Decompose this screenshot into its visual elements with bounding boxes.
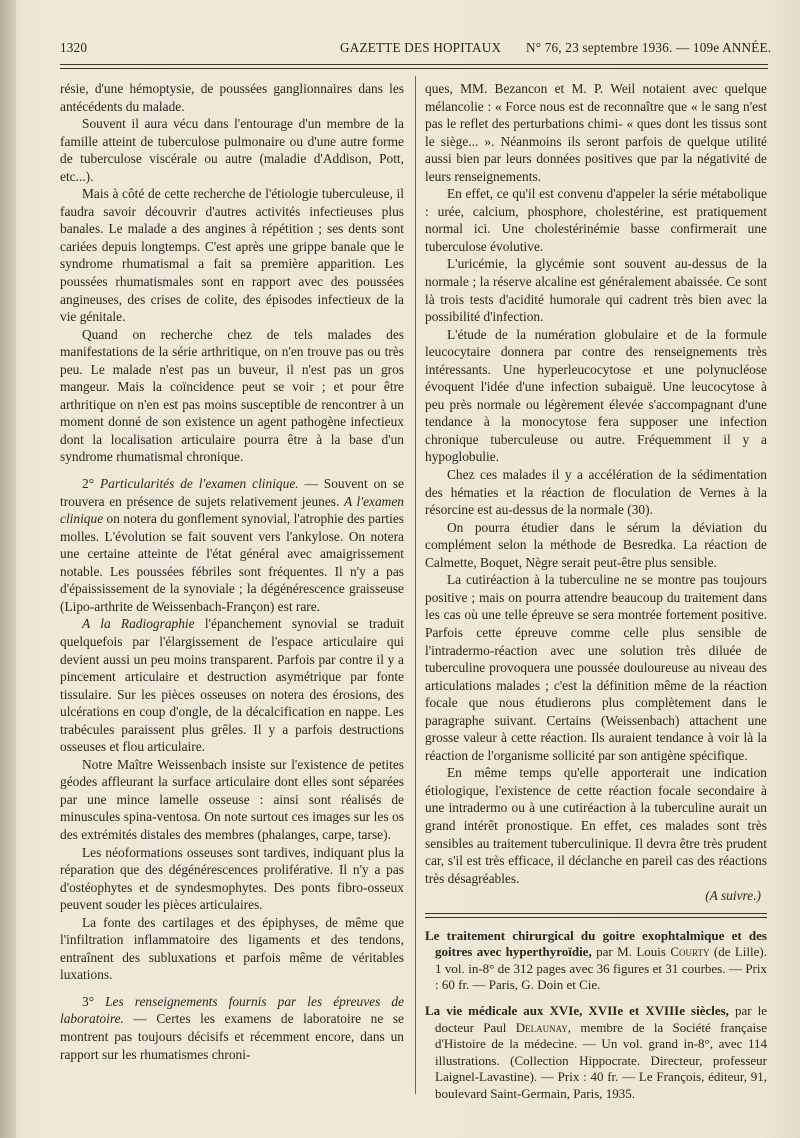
paragraph: En même temps qu'elle apporterait une indication étiologique, l'existence de cette réaction focale secondaire à une intradermo ou à une cutiréaction à la tuberculine aurait un grand intérêt pronostique. En effet, ces malades sont très sensibles au traitement tuberculinique. Il devra être très prudent car, s'il est très efficace, il déclanche en pareil cas des réactions très désagréables. xyxy=(425,765,767,886)
journal-title: GAZETTE DES HOPITAUX xyxy=(340,40,502,55)
bibliography-entry xyxy=(425,928,767,994)
section-text: on notera du gonflement synovial, l'atrophie des parties molles. L'évolution se fait souvent vers l'ankylose. On notera une certaine atteinte de l'état général avec amaigrissement notable. Les poussées fébriles sont fréquentes. Il n'y a pas d'épaississement de la synoviale ; la dégénérescence graisseuse (Lipo-arthrite de Weissenbach-Françon) est rare. xyxy=(60,511,404,614)
section-text: — Certes les examens de laboratoire ne se montrent pas toujours décisifs et récemment encore, dans un rapport sur les rhumatismes chroni- xyxy=(60,1011,404,1062)
to-be-continued-text: (A suivre.) xyxy=(705,888,761,904)
section-text: — Souvent on se trouvera en présence de sujets relativement jeunes. xyxy=(60,476,404,509)
paragraph: En effet, ce qu'il est convenu d'appeler la série métabolique : urée, calcium, phosphore, cholestérine, est pratiquement normal ici. Une cholestérinémie basse confirmerait une tuberculose évolutive. xyxy=(425,186,767,254)
paragraph: Chez ces malades il y a accélération de la sédimentation des hématies et la réaction de floculation de Vernes à la résorcine est au-dessus de la normale (30). xyxy=(425,467,767,518)
column-separator xyxy=(415,76,416,1094)
section-number: 3° xyxy=(82,993,106,1009)
paragraph: résie, d'une hémoptysie, de poussées ganglionnaires dans les antécédents du malade. xyxy=(60,81,404,114)
page-number: 1320 xyxy=(60,40,88,55)
paragraph: Les néoformations osseuses sont tardives, indiquant plus la réparation que des dégénérescences proliférative. Il n'y a pas d'ostéophytes et de syndesmophytes. Des ponts fibro-osseux peuvent souder les pièces articulaires. xyxy=(60,844,404,913)
book-title: Le traitement chirurgical du goitre exophtalmique et des goitres avec hyperthyroïdie, xyxy=(425,927,767,960)
book-author: Delaunay xyxy=(515,1019,568,1035)
paragraph: La cutiréaction à la tuberculine ne se montre pas toujours positive ; mais on pourra attendre beaucoup du traitement dans les cas où une telle épreuve se sera montrée fortement positive. Parfois cette épreuve comme celle plus sensible de l'intradermo-réaction avec une solution très diluée de tuberculine provoquera une poussée douloureuse au niveau des articulations malades ; c'est la définition même de la réaction focale que nous étudierons plus complètement dans le paragraphe suivant. Certains (Weissenbach) attachent une grosse valeur à cette réaction. Ils auraient tendance à voir là la réaction de l'organisme sollicité par son antigène spécifique. xyxy=(425,572,767,763)
paragraph: Mais à côté de cette recherche de l'étiologie tuberculeuse, il faudra savoir découvrir d'autres activités infectieuses plus banales. Le malade a des angines à répétition ; ses dents sont cariées depuis longtemps. C'est après une grippe banale que le syndrome rhumatismal a fait sa première apparition. Les poussées rhumatismales sont en rapport avec des poussées angineuses, des crises de colite, des épisodes infectieux de la vie génitale. xyxy=(60,186,404,325)
entry-text: par M. Louis xyxy=(591,944,671,960)
radiography-label: A la Radiographie xyxy=(82,616,195,632)
left-column xyxy=(60,80,404,1063)
binding-edge xyxy=(0,0,16,1138)
paragraph: ques, MM. Bezancon et M. P. Weil notaient avec quelque mélancolie : « Force nous est de reconnaître que « le sang n'est pas le reflet des perturbations chimi- « ques dont les tissus sont le siège... ». Néanmoins ils seront parfois de quelque utilité aussi bien par leurs données positives que par la négativité de leurs renseignements. xyxy=(425,81,767,184)
section-number: 2° xyxy=(82,476,100,492)
entry-text: (de Lille). 1 vol. in-8° de 312 pages avec 36 figures et 31 courbes. — Prix : 60 fr. — Paris, G. Doin et Cie. xyxy=(435,944,767,993)
entry-text: , membre de la Société française d'Histoire de la médecine. — Un vol. grand in-8°, avec 114 illustrations. (Collection Hippocrate. Directeur, professeur Laignel-Lavastine). — Prix : 40 fr. — Le François, éditeur, 91, boulevard Saint-Germain, Paris, 1935. xyxy=(435,1019,768,1102)
section-italic: A l'examen clinique xyxy=(60,493,404,527)
entry-text: par le docteur Paul xyxy=(435,1003,767,1035)
paragraph: Souvent il aura vécu dans l'entourage d'un membre de la famille atteint de tuberculose pulmonaire ou d'une autre forme de tuberculose viscérale ou autre (maladie d'Addison, Pott, etc...). xyxy=(60,116,404,184)
section-2-paragraph xyxy=(60,475,404,615)
book-title: La vie médicale aux XVIe, XVIIe et XVIIIe siècles, xyxy=(425,1003,729,1019)
bibliography xyxy=(425,928,767,1103)
radiography-paragraph xyxy=(60,615,404,755)
book-author: Courty xyxy=(670,944,710,960)
section-3-paragraph xyxy=(60,993,404,1063)
issue-info: N° 76, 23 septembre 1936. — 109e ANNÉE. xyxy=(526,40,772,55)
paragraph: Notre Maître Weissenbach insiste sur l'existence de petites géodes affleurant la surface articulaire dont elles sont séparées par une mince lamelle osseuse : ainsi sont réalisés de minuscules spina-ventosa. On note surtout ces images sur les os des extrémités distales des membres (phalanges, carpe, tarse). xyxy=(60,756,404,842)
section-title: Particularités de l'examen clinique. xyxy=(99,476,299,492)
bibliography-entry xyxy=(425,1003,767,1103)
header-rule xyxy=(60,64,768,69)
bibliography-rule xyxy=(425,913,767,918)
paragraph: On pourra étudier dans le sérum la déviation du complément selon la méthode de Besredka. La réaction de Calmette, Boquet, Nègre serait peut-être plus sensible. xyxy=(425,519,767,570)
page-header xyxy=(60,40,772,62)
right-column xyxy=(425,80,767,1103)
section-title: Les renseignements fournis par les épreuves de laboratoire. xyxy=(60,993,404,1027)
paragraph: L'uricémie, la glycémie sont souvent au-dessus de la normale ; la réserve alcaline est généralement abaissée. Ce sont là trois tests d'acidité humorale qui cadrent très bien avec la possibilité d'infection. xyxy=(425,256,767,325)
paragraph: La fonte des cartilages et des épiphyses, de même que l'infiltration inflammatoire des ligaments et des tendons, entraînent des subluxations et parfois même de véritables luxations. xyxy=(60,914,404,983)
radiography-text: l'épanchement synovial se traduit quelquefois par l'élargissement de l'espace articulaire qui devient aussi un peu moins transparent. Parfois par contre il y a pincement articulaire et destruction asymétrique par fonte tissulaire. Sur les pièces osseuses on notera des érosions, des ulcérations en coup d'ongle, de la décalcification en nappe. Les trabécules paraissent plus grêles. Il y a parfois destructions osseuses et flou articulaire. xyxy=(60,616,404,755)
to-be-continued xyxy=(425,887,767,905)
paragraph: L'étude de la numération globulaire et de la formule leucocytaire donnera par contre des renseignements très intéressants. Une hyperleucocytose et une polynucléose évoquent l'idée d'une infection subaiguë. Une leucocytose à peu près normale ou légèrement élevée s'accompagnant d'une tendance à la monocytose fera supposer une infection chronique tuberculeuse ou autre. Fréquemment il y a hypoglobulie. xyxy=(425,326,767,465)
paragraph: Quand on recherche chez de tels malades des manifestations de la série arthritique, on n'en trouve pas ou très peu. Le malade n'est pas un buveur, il n'est pas un gros mangeur. Mais la coïncidence peut se voir ; et pour être arthritique on n'en est pas moins susceptible de rencontrer à un moment donné de son existence un agent pathogène infectieux dont la localisation articulaire pourra être à la base d'un syndrome rhumatismal chronique. xyxy=(60,326,404,465)
